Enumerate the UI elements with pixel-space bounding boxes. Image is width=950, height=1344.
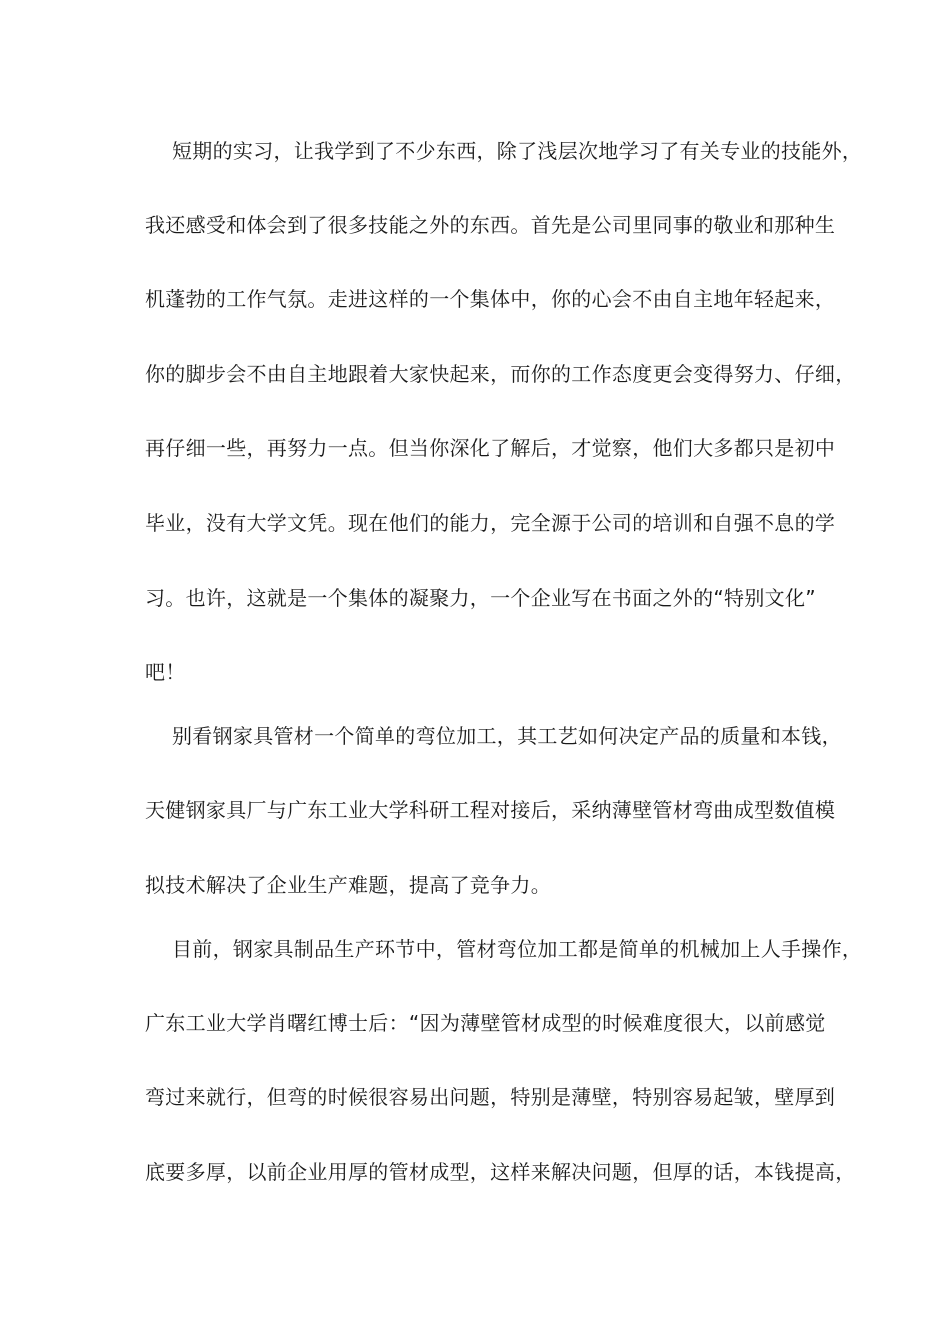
paragraph-2-line-3: 拟技术解决了企业生产难题，提高了竞争力。 xyxy=(145,873,551,897)
paragraph-3-line-1: 目前，钢家具制品生产环节中，管材弯位加工都是简单的机械加上人手操作， xyxy=(172,937,863,961)
paragraph-1-line-6: 毕业，没有大学文凭。现在他们的能力，完全源于公司的培训和自强不息的学 xyxy=(145,511,836,535)
paragraph-3-line-3: 弯过来就行，但弯的时候很容易出问题，特别是薄壁，特别容易起皱，壁厚到 xyxy=(145,1085,836,1109)
paragraph-1-line-1: 短期的实习，让我学到了不少东西，除了浅层次地学习了有关专业的技能外， xyxy=(172,139,863,163)
paragraph-3-line-2: 广东工业大学肖曙红博士后：“因为薄壁管材成型的时候难度很大，以前感觉 xyxy=(145,1011,826,1035)
paragraph-1-line-7: 习。也许，这就是一个集体的凝聚力，一个企业写在书面之外的“特别文化” xyxy=(145,586,816,610)
paragraph-3-line-4: 底要多厚，以前企业用厚的管材成型，这样来解决问题，但厚的话，本钱提高， xyxy=(145,1160,856,1184)
paragraph-1-line-3: 机蓬勃的工作气氛。走进这样的一个集体中，你的心会不由自主地年轻起来， xyxy=(145,287,836,311)
paragraph-1-line-2: 我还感受和体会到了很多技能之外的东西。首先是公司里同事的敬业和那种生 xyxy=(145,213,836,237)
paragraph-2-line-1: 别看钢家具管材一个简单的弯位加工，其工艺如何决定产品的质量和本钱， xyxy=(172,724,842,748)
paragraph-1-line-8: 吧！ xyxy=(145,660,186,684)
paragraph-2-line-2: 天健钢家具厂与广东工业大学科研工程对接后，采纳薄壁管材弯曲成型数值模 xyxy=(145,798,836,822)
paragraph-1-line-5: 再仔细一些，再努力一点。但当你深化了解后，才觉察，他们大多都只是初中 xyxy=(145,436,836,460)
paragraph-1-line-4: 你的脚步会不由自主地跟着大家快起来，而你的工作态度更会变得努力、仔细， xyxy=(145,362,856,386)
